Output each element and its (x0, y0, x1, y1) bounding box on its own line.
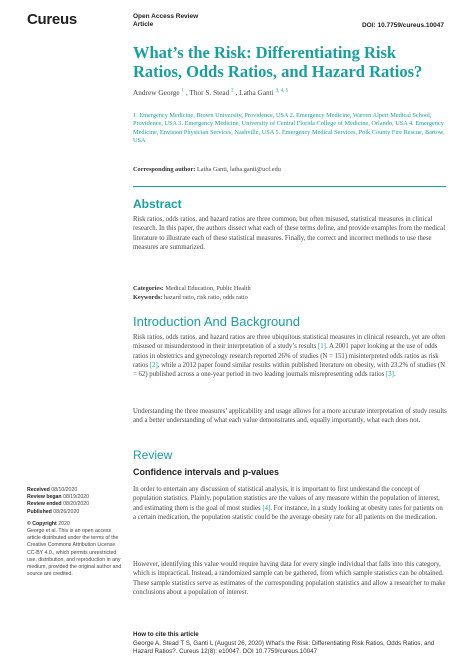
review-subheading: Confidence intervals and p-values (133, 467, 280, 477)
article-type-label: Open Access Review (133, 13, 199, 20)
review-text: . For instance, in a study looking at obesity rates for patients on a certain medication, the population statistic could be the average obesity rate for all patients on the medication. (133, 504, 443, 521)
paper-title: What’s the Risk: Differentiating Risk Ratios, Odds Ratios, and Hazard Ratios? (133, 43, 423, 81)
corresponding-author-label: Corresponding author: (133, 166, 196, 173)
abstract-text: Risk ratios, odds ratios, and hazard ratios are three common, but often misused, statistical measures in clinical research. In this paper, the authors dissect what each of these terms define, and provide examples from the medical literature to illustrate each of these statistical measures. Finally, the correct and incorrect methods to use these measures are summarized. (133, 216, 446, 251)
author-name[interactable]: Thor S. Stead (189, 88, 230, 97)
categories-keywords (133, 285, 251, 302)
review-paragraph-1 (133, 485, 447, 522)
license-text: George et al. This is an open access article distributed under the terms of the Creative Commons Attribution License CC-BY 4.0., which permits unrestricted use, distribution, and reproduction in any medium, provided the original author and source are credited. (27, 528, 122, 578)
citation-link[interactable]: [3] (386, 371, 394, 379)
keywords-value: hazard ratio, risk ratio, odds ratio (163, 293, 248, 301)
copyright-label: © Copyright (27, 520, 57, 527)
author-affiliation-ref[interactable]: 1 (181, 88, 184, 94)
categories-line (133, 285, 251, 294)
article-type (133, 13, 198, 29)
review-paragraph-2: However, identifying this value would require having data for every single individual that falls into this category, which is impractical. Instead, a randomized sample can be gathered, from which sample statistics can be obtained. These sample statistics serve as estimates of the corresponding population statistics and allow a researcher to make conclusions about a population of interest. (133, 561, 446, 596)
categories-label: Categories: (133, 285, 164, 292)
doi[interactable]: DOI: 10.7759/cureus.10047 (361, 22, 444, 29)
intro-text: Risk ratios, odds ratios, and hazard ratios are three ubiquitous statistical measures in clinical research, yet are often misused or misunderstood in their interpretation of a study’s results (133, 334, 446, 351)
intro-text: , while a 2012 paper found similar results within published literature on obesity, with 23.2% of studies (N = 62) published across a one-year period in two leading journals misrepresenting odds ratios (133, 361, 445, 379)
review-heading: Review (133, 448, 173, 462)
citation-link[interactable]: [2] (149, 361, 158, 369)
received-date: 08/10/2020 (51, 487, 78, 493)
author-name[interactable]: Andrew George (133, 88, 180, 97)
citation-link[interactable]: [1] (318, 343, 326, 351)
corresponding-author (133, 166, 281, 173)
article-history-sidebar (27, 487, 122, 578)
citation-link[interactable]: [4] (262, 504, 271, 512)
review-ended-line (27, 501, 122, 508)
copyright-line (27, 521, 122, 528)
published-date: 08/26/2020 (53, 508, 80, 515)
review-began-date: 08/19/2020 (63, 494, 90, 501)
review-began-label: Review began (27, 494, 62, 501)
abstract-heading: Abstract (133, 197, 182, 211)
intro-text: . A 2001 paper looking at the use of odds ratios in obstetrics and gynecology research reported 26% of studies (N = 151) misinterpreted odds ratios as risk ratios (133, 343, 439, 369)
how-to-cite-text: George A, Stead T S, Ganti L (August 26, 2020) What’s the Risk: Differentiating Risk Ratios, Odds Ratios, and Hazard Ratios?. Cureus 12(8): e10047. DOI 10.7759/cureus.10047 (133, 640, 435, 656)
author-list (133, 88, 288, 97)
corresponding-author-value[interactable]: Latha Ganti, latha.ganti@ucf.edu (196, 166, 281, 173)
article-label: Article (133, 21, 154, 28)
affiliations: 1. Emergency Medicine, Brown University, Providence, USA 2. Emergency Medicine, Warren Alpert Medical School, Providence, USA 3. Emergency Medicine, University of Central Florida College of Medicine, Orlando, USA 4. Emergency Medicine, Envision Physician Services, Nashville, USA 5. Emergency Medical Services, Polk County Fire Rescue, Bartow, USA (133, 112, 445, 144)
review-ended-label: Review ended (27, 501, 62, 508)
published-line (27, 509, 122, 516)
how-to-cite-heading: How to cite this article (133, 631, 199, 638)
keywords-label: Keywords: (133, 293, 163, 301)
received-line (27, 487, 122, 494)
author-separator: , (235, 88, 240, 97)
author-separator: , (185, 88, 190, 97)
intro-text: . (393, 371, 396, 379)
received-label: Received (27, 487, 50, 493)
intro-paragraph-2: Understanding the three measures’ applicability and usage allows for a more accurate interpretation of study results and a better understanding of what each value demonstrates and, equally importantly, what each does not. (133, 408, 447, 425)
categories-value: Medical Education, Public Health (165, 285, 251, 292)
review-began-line (27, 494, 122, 501)
intro-heading: Introduction And Background (133, 314, 300, 329)
published-label: Published (27, 508, 52, 515)
author-affiliation-ref[interactable]: 2 (231, 88, 234, 94)
author-affiliation-ref[interactable]: 3, 4, 5 (275, 88, 289, 94)
intro-paragraph-1 (133, 333, 447, 379)
copyright-year: 2020 (58, 520, 70, 527)
keywords-line (133, 294, 251, 303)
review-text: In order to entertain any discussion of statistical analysis, it is important to first understand the concept of population statistics. Plainly, population statistics are the values of any measure within the population of interest, and estimating them is the goal of most studies (133, 486, 440, 512)
review-ended-date: 08/20/2020 (63, 501, 90, 508)
journal-logo: Cureus (27, 11, 77, 28)
author-name[interactable]: Latha Ganti (239, 88, 274, 97)
section-divider (133, 186, 446, 187)
